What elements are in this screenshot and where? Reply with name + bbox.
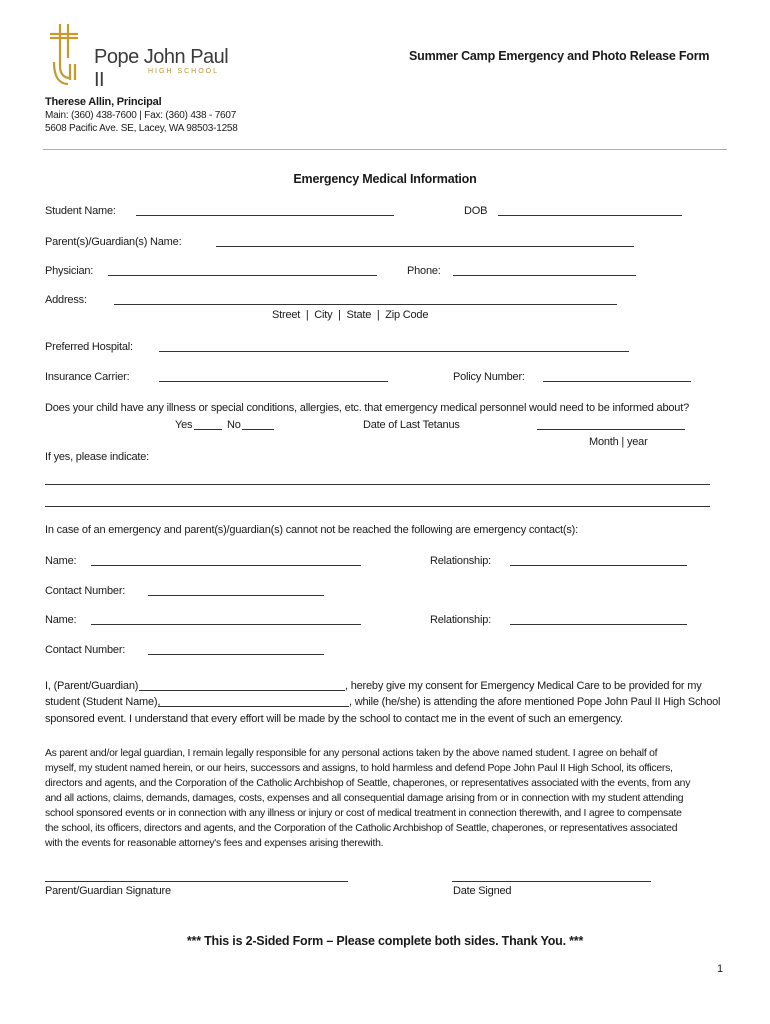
indicate-line-2[interactable] [45,506,710,507]
school-address: 5608 Pacific Ave. SE, Lacey, WA 98503-1258 [45,123,238,134]
form-title: Summer Camp Emergency and Photo Release Form [409,49,710,63]
contact2-relationship-label: Relationship: [430,614,491,626]
dob-field[interactable] [498,215,682,216]
liability-line: the school, its officers, directors and agents, and the Corporation of the Catholic Archbishop of Seattle, chaperones, or representatives associated [45,823,678,834]
school-subtitle: HIGH SCHOOL [148,68,220,75]
parent-guardian-field[interactable] [139,690,345,691]
yes-label: Yes [175,419,193,431]
dob-label: DOB [464,205,488,217]
parent-signature-label: Parent/Guardian Signature [45,885,171,897]
parent-signature-field[interactable] [45,881,348,882]
cross-logo-icon [46,22,82,88]
yes-field[interactable] [194,429,222,430]
tetanus-label: Date of Last Tetanus [363,419,460,431]
date-signed-label: Date Signed [453,885,512,897]
header-divider [43,149,727,150]
liability-line: directors and agents, and the Corporation of the Catholic Archbishop of Seattle, chaperones, or representatives associated with the events, from any [45,778,691,789]
hospital-label: Preferred Hospital: [45,341,133,353]
parent-name-field[interactable] [216,246,634,247]
hospital-field[interactable] [159,351,629,352]
date-signed-field[interactable] [452,881,651,882]
indicate-line-1[interactable] [45,484,710,485]
contact1-number-field[interactable] [148,595,324,596]
liability-line: myself, my student named herein, or our heirs, successors and assigns, to hold harmless and defend Pope John Paul II High School, its officers, [45,763,673,774]
insurance-label: Insurance Carrier: [45,371,130,383]
address-label: Address: [45,294,87,306]
indicate-label: If yes, please indicate: [45,451,150,463]
contact2-number-label: Contact Number: [45,644,126,656]
consent-line1-suffix: , hereby give my consent for Emergency Medical Care to be provided for my [345,680,702,692]
liability-line: with the events for reasonable attorney's fees and expenses arising therewith. [45,838,384,849]
policy-field[interactable] [543,381,691,382]
phone-label: Phone: [407,265,441,277]
physician-label: Physician: [45,265,94,277]
no-field[interactable] [242,429,274,430]
consent-line2-suffix: , while (he/she) is attending the afore mentioned Pope John Paul II High School [349,696,721,708]
consent-line3: sponsored event. I understand that every effort will be made by the school to contact me in the event of such an emergency. [45,713,623,725]
school-phone: Main: (360) 438-7600 | Fax: (360) 438 - 7607 [45,110,237,121]
contact1-name-label: Name: [45,555,77,567]
student-name-label: Student Name: [45,205,116,217]
contact1-number-label: Contact Number: [45,585,126,597]
school-logo [46,22,236,91]
physician-field[interactable] [108,275,377,276]
school-name: Pope John Paul II [94,46,229,91]
liability-line: As parent and/or legal guardian, I remain legally responsible for any personal actions taken by the above named student. I agree on behalf of [45,748,658,759]
liability-paragraph [45,746,735,851]
page-number: 1 [717,963,724,975]
tetanus-field[interactable] [537,429,685,430]
contact2-name-label: Name: [45,614,77,626]
two-sided-note: *** This is 2-Sided Form – Please complete both sides. Thank You. *** [186,934,584,948]
address-hint: Street | City | State | Zip Code [272,309,429,321]
insurance-field[interactable] [159,381,388,382]
no-label: No [227,419,241,431]
liability-line: school sponsored events or in connection with any illness or injury or cost of medical treatment in connection therewith, and I agree to compensate [45,808,682,819]
parent-name-label: Parent(s)/Guardian(s) Name: [45,236,182,248]
tetanus-hint: Month | year [589,436,648,448]
principal-name: Therese Allin, Principal [45,96,162,108]
contact1-relationship-field[interactable] [510,565,687,566]
contact1-relationship-label: Relationship: [430,555,491,567]
contact2-number-field[interactable] [148,654,324,655]
consent-line2-prefix: student (Student Name), [45,696,161,708]
contact2-relationship-field[interactable] [510,624,687,625]
address-field[interactable] [114,304,617,305]
contacts-intro: In case of an emergency and parent(s)/guardian(s) cannot not be reached the following are emergency contact(s): [45,524,578,536]
consent-line1-prefix: I, (Parent/Guardian) [45,680,139,692]
contact1-name-field[interactable] [91,565,361,566]
illness-question: Does your child have any illness or special conditions, allergies, etc. that emergency medical personnel would need to be informed about? [45,402,689,414]
student-name-field[interactable] [136,215,394,216]
liability-line: and all actions, claims, demands, damages, costs, expenses and all consequential damage arising from or in connection with my student attending [45,793,684,804]
contact2-name-field[interactable] [91,624,361,625]
phone-field[interactable] [453,275,636,276]
consent-student-field[interactable] [158,706,349,707]
policy-label: Policy Number: [453,371,525,383]
section-title: Emergency Medical Information [293,172,477,186]
